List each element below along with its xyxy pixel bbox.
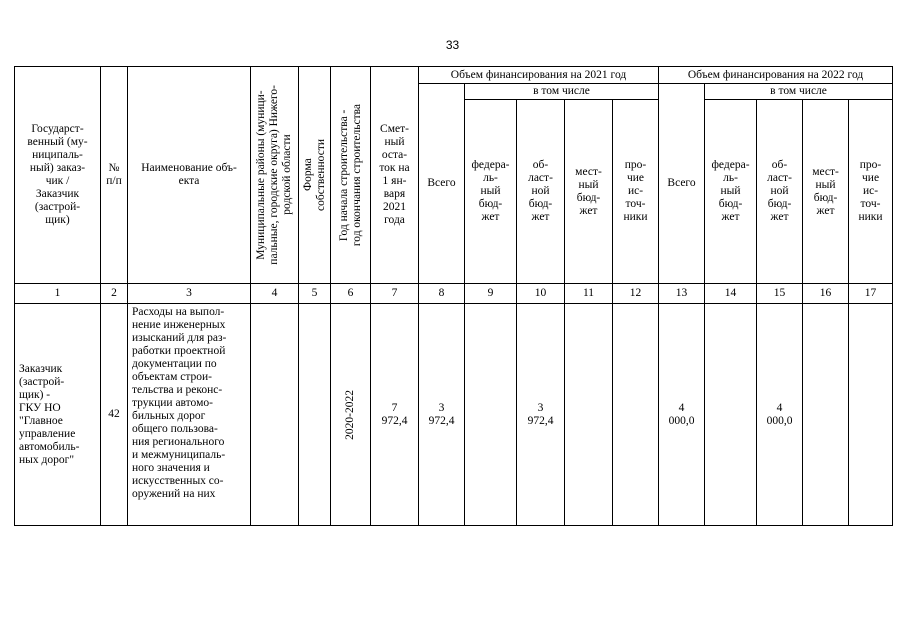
column-number: 9 (465, 284, 517, 304)
header-other-2021: про- чие ис- точ- ники (613, 100, 659, 284)
header-balance: Смет- ный оста- ток на 1 ян- варя 2021 года (371, 67, 419, 284)
column-number: 6 (331, 284, 371, 304)
financing-table (14, 66, 893, 526)
column-number: 7 (371, 284, 419, 304)
header-regional-2022: об- ласт- ной бюд- жет (757, 100, 803, 284)
total-2021-cell: 3 972,4 (419, 304, 465, 526)
federal-2022-cell (705, 304, 757, 526)
column-number: 11 (565, 284, 613, 304)
table-row (15, 304, 893, 526)
header-local-2021: мест- ный бюд- жет (565, 100, 613, 284)
district-cell (251, 304, 299, 526)
column-number: 2 (101, 284, 128, 304)
column-number: 17 (849, 284, 893, 304)
header-customer: Государст- венный (му- ниципаль- ный) заказ- чик / Заказчик (застрой- щик) (15, 67, 101, 284)
column-number: 14 (705, 284, 757, 304)
header-fin-2021: Объем финансирования на 2021 год (419, 67, 659, 84)
page-number: 33 (445, 38, 460, 52)
local-2022-cell (803, 304, 849, 526)
header-local-2022: мест- ный бюд- жет (803, 100, 849, 284)
column-number: 4 (251, 284, 299, 304)
regional-2021-cell: 3 972,4 (517, 304, 565, 526)
header-federal-2022: федера- ль- ный бюд- жет (705, 100, 757, 284)
balance-cell: 7 972,4 (371, 304, 419, 526)
header-number: № п/п (101, 67, 128, 284)
column-number: 16 (803, 284, 849, 304)
header-other-2022: про- чие ис- точ- ники (849, 100, 893, 284)
header-districts: Муниципальные районы (муници- пальные, городские округа) Нижего- родской области (251, 67, 299, 284)
local-2021-cell (565, 304, 613, 526)
regional-2022-cell: 4 000,0 (757, 304, 803, 526)
header-construction-years: Год начала строительства - год окончания строительства (331, 67, 371, 284)
header-object-name: Наименование объ- екта (128, 67, 251, 284)
header-including-2021: в том числе (465, 84, 659, 100)
years-cell: 2020-2022 (331, 304, 371, 526)
header-regional-2021: об- ласт- ной бюд- жет (517, 100, 565, 284)
total-2022-cell: 4 000,0 (659, 304, 705, 526)
header-total-2021: Всего (419, 84, 465, 284)
customer-cell: Заказчик (застрой- щик) - ГКУ НО "Главное управление автомобиль- ных дорог" (15, 304, 101, 526)
column-number: 10 (517, 284, 565, 304)
column-number: 1 (15, 284, 101, 304)
other-2022-cell (849, 304, 893, 526)
other-2021-cell (613, 304, 659, 526)
object-name-cell: Расходы на выпол- нение инженерных изысканий для раз- работки проектной документации по объектам строи- тельства и реконс- трукции автомо- бильных дорог общего пользова- ния регионального и межмуниципаль- ного значения и искусственных со- оружений на них (128, 304, 251, 526)
column-number: 13 (659, 284, 705, 304)
federal-2021-cell (465, 304, 517, 526)
header-including-2022: в том числе (705, 84, 893, 100)
number-cell: 42 (101, 304, 128, 526)
column-number: 12 (613, 284, 659, 304)
column-number-row (15, 284, 893, 304)
header-fin-2022: Объем финансирования на 2022 год (659, 67, 893, 84)
header-federal-2021: федера- ль- ный бюд- жет (465, 100, 517, 284)
column-number: 15 (757, 284, 803, 304)
column-number: 5 (299, 284, 331, 304)
column-number: 8 (419, 284, 465, 304)
column-number: 3 (128, 284, 251, 304)
header-total-2022: Всего (659, 84, 705, 284)
header-ownership: Форма собственности (299, 67, 331, 284)
ownership-cell (299, 304, 331, 526)
